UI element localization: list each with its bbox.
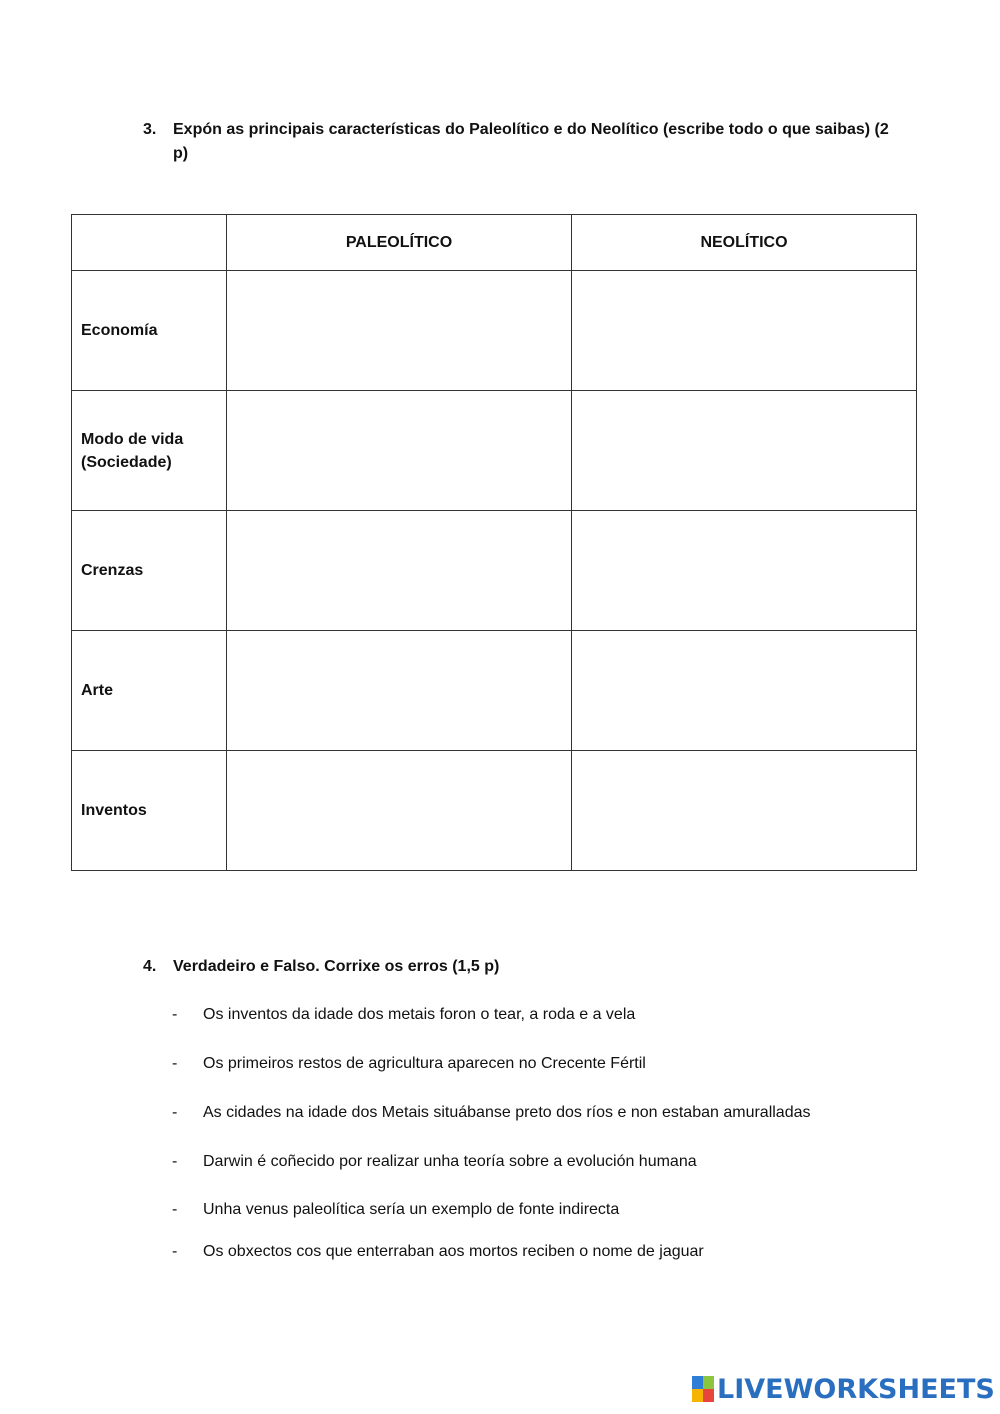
bullet-dash: - <box>172 1153 178 1170</box>
liveworksheets-logo <box>692 1372 995 1406</box>
list-item <box>172 1101 932 1125</box>
bullet-dash: - <box>172 1243 178 1260</box>
statement-text: As cidades na idade dos Metais situábanse preto dos ríos e non estaban amuralladas <box>203 1104 811 1121</box>
row-label-economia: Economía <box>72 271 227 391</box>
answer-cell-paleolitico-economia[interactable] <box>227 271 572 391</box>
bullet-dash: - <box>172 1104 178 1121</box>
answer-cell-neolitico-modo-de-vida[interactable] <box>572 391 917 511</box>
header-neolitico: NEOLÍTICO <box>572 215 917 271</box>
statement-text: Unha venus paleolítica sería un exemplo de fonte indirecta <box>203 1201 620 1218</box>
list-item <box>172 1052 932 1076</box>
answer-cell-paleolitico-crenzas[interactable] <box>227 511 572 631</box>
answer-cell-paleolitico-arte[interactable] <box>227 631 572 751</box>
table-row <box>72 511 917 631</box>
answer-cell-neolitico-crenzas[interactable] <box>572 511 917 631</box>
bullet-dash: - <box>172 1055 178 1072</box>
question-3-heading <box>143 118 903 168</box>
list-item <box>172 1240 932 1264</box>
row-label-modo-de-vida: Modo de vida (Sociedade) <box>72 391 227 511</box>
question-4-text: Verdadeiro e Falso. Corrixe os erros (1,5 p) <box>173 958 500 975</box>
answer-cell-neolitico-economia[interactable] <box>572 271 917 391</box>
table-corner-cell <box>72 215 227 271</box>
table-row <box>72 751 917 871</box>
bullet-dash: - <box>172 1006 178 1023</box>
list-item <box>172 1150 932 1174</box>
answer-cell-paleolitico-modo-de-vida[interactable] <box>227 391 572 511</box>
statement-text: Os obxectos cos que enterraban aos mortos reciben o nome de jaguar <box>203 1243 704 1260</box>
answer-cell-neolitico-arte[interactable] <box>572 631 917 751</box>
list-item <box>172 1198 932 1222</box>
logo-text: LIVEWORKSHEETS <box>717 1373 995 1405</box>
true-false-list <box>172 1003 932 1264</box>
table-row <box>72 271 917 391</box>
comparison-table <box>71 214 917 871</box>
row-label-arte: Arte <box>72 631 227 751</box>
table-header-row <box>72 215 917 271</box>
question-4-number: 4. <box>143 958 157 975</box>
list-item <box>172 1003 932 1027</box>
answer-cell-neolitico-inventos[interactable] <box>572 751 917 871</box>
row-label-inventos: Inventos <box>72 751 227 871</box>
statement-text: Os primeiros restos de agricultura aparecen no Crecente Fértil <box>203 1055 646 1072</box>
statement-text: Os inventos da idade dos metais foron o tear, a roda e a vela <box>203 1006 636 1023</box>
question-4-heading <box>143 955 903 981</box>
question-3-number: 3. <box>143 121 157 138</box>
table-row <box>72 631 917 751</box>
row-label-crenzas: Crenzas <box>72 511 227 631</box>
bullet-dash: - <box>172 1201 178 1218</box>
statement-text: Darwin é coñecido por realizar unha teoría sobre a evolución humana <box>203 1153 697 1170</box>
logo-badge-icon <box>692 1376 714 1402</box>
table-row <box>72 391 917 511</box>
answer-cell-paleolitico-inventos[interactable] <box>227 751 572 871</box>
question-3-text: Expón as principais características do Paleolítico e do Neolítico (escribe todo o que saibas) (2 p) <box>173 121 889 162</box>
header-paleolitico: PALEOLÍTICO <box>227 215 572 271</box>
